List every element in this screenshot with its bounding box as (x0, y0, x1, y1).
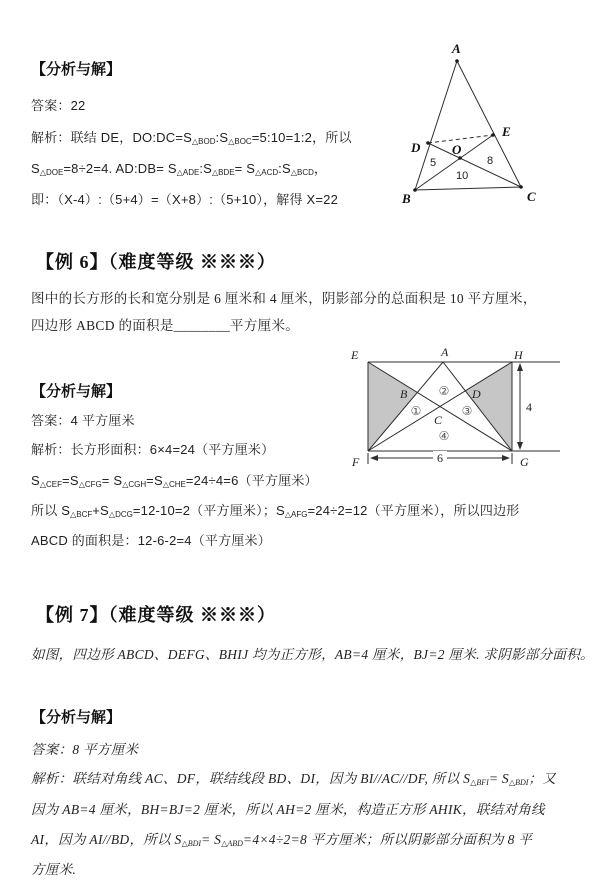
analysis-heading-2: 【分析与解】 (31, 384, 122, 400)
solution-line: 解析：长方形面积：6×4=24（平方厘米） (31, 442, 275, 457)
vertex-label-d: D (411, 140, 421, 155)
region-label-2: ② (438, 384, 450, 398)
solution-line: 解析：联结 DE，$DO:DC=S_{\triangle BOD}:S_{\triangle BOC}=5:10=1:2$，所以 (31, 130, 352, 146)
problem-line: 四边形 ABCD 的面积是________平方厘米。 (31, 318, 300, 333)
triangle-figure (398, 33, 598, 223)
solution-line: 所以 $S_{\triangle BCF}+S_{\triangle DCG}=12-10=2$（平方厘米）；$S_{\triangle AFG}=24\div 2=12$（平方厘米），所以四边形 (31, 503, 520, 519)
area-value-10: 10 (456, 170, 469, 182)
dim-height-value: 4 (526, 400, 532, 414)
dimension-height (517, 363, 532, 450)
answer-line-3: 答案：8 平方厘米 (31, 742, 139, 757)
region-label-3: ③ (461, 404, 473, 418)
problem-line: 如图，四边形 ABCD、DEFG、BHIJ 均为正方形，AB=4 厘米，BJ=2 厘米. 求阴影部分面积。 (31, 647, 594, 662)
solution-line: $S_{\triangle DOE}=8\div 2=4$. AD:DB= $S_{\triangle ADE}:S_{\triangle BDE}=$ $S_{\triangle ACD}:S_{\triangle BCD}$， (31, 161, 328, 177)
corner-label-e: E (351, 348, 359, 362)
corner-label-f: F (352, 455, 360, 469)
vertex-label-c: C (527, 189, 536, 204)
vertex-label-a: A (452, 41, 461, 56)
solution-line: $S_{\triangle CEF}=S_{\triangle CFG}= S_{\triangle CGH}=S_{\triangle CHE}=24\div 4=6$（平方厘米） (31, 473, 318, 489)
example7-heading: 【例 7】（难度等级 ※※※） (36, 605, 276, 625)
analysis-heading-1: 【分析与解】 (31, 62, 122, 78)
dim-width-value: 6 (437, 451, 443, 465)
answer-line-2: 答案：4 平方厘米 (31, 413, 135, 428)
problem-line: 图中的长方形的长和宽分别是 6 厘米和 4 厘米，阴影部分的总面积是 10 平方厘米， (31, 291, 537, 306)
solution-line: 解析：联结对角线 AC、DF，联结线段 BD、DI，因为 BI//AC//DF, 所以 $S_{\triangle BFI}= S_{\triangle BDI}$；又 (31, 771, 557, 787)
vertex-label-e: E (502, 124, 511, 139)
vertex-label-b: B (402, 191, 411, 206)
solution-line: AI，因为 AI//BD，所以 $S_{\triangle BDI}= S_{\triangle ABD}=4\times 4\div 2=8$ 平方厘米；所以阴影部分面积为 8 平 (31, 832, 533, 848)
solution-line: 即：（X-4）:（5+4）=（X+8）:（5+10），解得 X=22 (31, 192, 339, 207)
area-value-8: 8 (487, 155, 494, 167)
area-value-5: 5 (430, 157, 437, 169)
corner-label-h: H (514, 348, 523, 362)
rectangle-figure (345, 340, 570, 475)
analysis-heading-3: 【分析与解】 (31, 710, 122, 726)
dimension-width (370, 451, 510, 465)
point-label-b: B (400, 387, 408, 401)
vertex-label-o: O (452, 142, 462, 157)
corner-label-g: G (520, 455, 529, 469)
region-label-1: ① (410, 404, 422, 418)
answer-line-1: 答案：22 (31, 98, 86, 113)
solution-line: ABCD 的面积是：12-6-2=4（平方厘米） (31, 533, 271, 548)
example6-heading: 【例 6】（难度等级 ※※※） (36, 252, 276, 272)
point-label-c: C (434, 413, 443, 427)
apex-label-a: A (441, 345, 449, 359)
point-label-d: D (472, 387, 481, 401)
solution-line: 方厘米. (31, 862, 77, 877)
region-label-4: ④ (438, 429, 450, 443)
solution-line: 因为 AB=4 厘米，BH=BJ=2 厘米，所以 AH=2 厘米，构造正方形 AHIK，联结对角线 (31, 802, 545, 817)
